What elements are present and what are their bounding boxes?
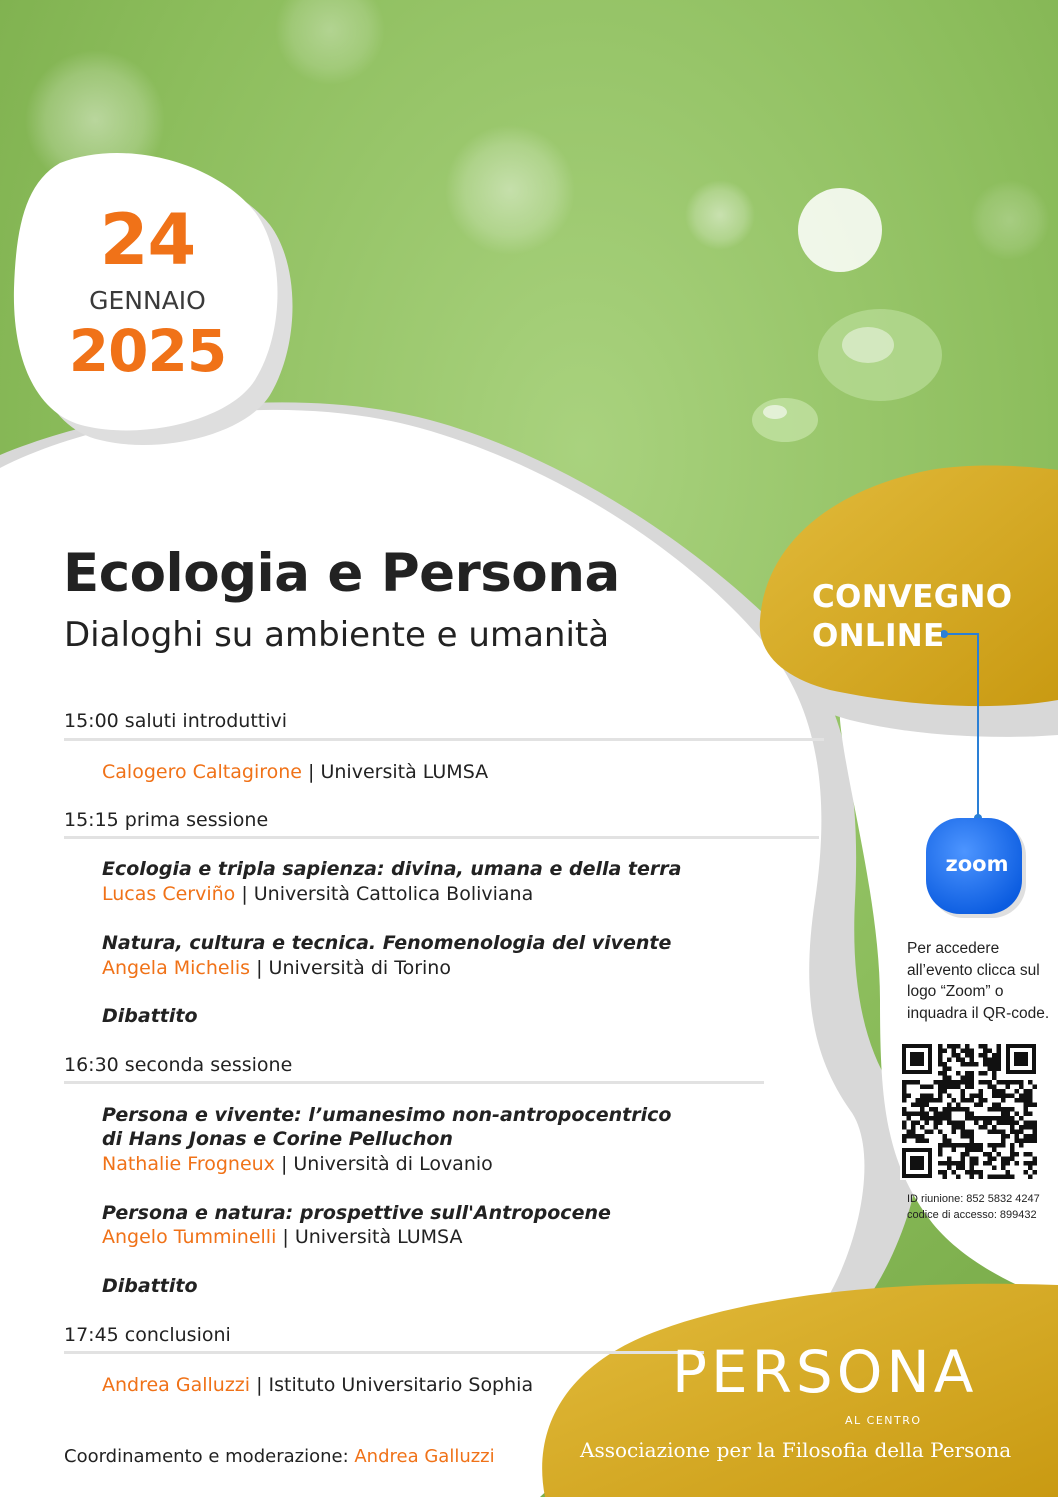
talk-title: Ecologia e tripla sapienza: divina, umana e della terra: [102, 858, 682, 880]
date-day: 24: [99, 199, 196, 281]
speaker-name: Calogero Caltagirone: [102, 761, 302, 783]
speaker-row: [102, 1152, 493, 1176]
date-month: GENNAIO: [89, 286, 206, 315]
zoom-button[interactable]: zoom: [945, 852, 1009, 876]
online-event-label: [812, 578, 1012, 656]
persona-logo: PERSONA: [672, 1338, 978, 1406]
speaker-row: [102, 882, 533, 906]
speaker-row: [102, 1225, 462, 1249]
speaker-name: Angelo Tumminelli: [102, 1226, 277, 1248]
speaker-row: [102, 956, 451, 980]
debate-label: Dibattito: [102, 1275, 198, 1297]
talk-title: Persona e natura: prospettive sull'Antropocene: [102, 1202, 611, 1224]
coordination-name: Andrea Galluzzi: [354, 1446, 495, 1467]
bokeh-light: [798, 188, 882, 272]
access-code: codice di accesso: 899432: [907, 1208, 1037, 1221]
page-title: Ecologia e Persona: [63, 543, 620, 604]
speaker-affiliation: | Università Cattolica Boliviana: [235, 883, 534, 905]
persona-logo-sub: AL CENTRO: [845, 1414, 922, 1427]
session-time-opening: 15:00 saluti introduttivi: [64, 710, 288, 732]
debate-label: Dibattito: [102, 1005, 198, 1027]
online-line-2: ONLINE: [812, 618, 945, 654]
speaker-name: Andrea Galluzzi: [102, 1374, 251, 1396]
date-year: 2025: [68, 317, 227, 385]
session-time-second: 16:30 seconda sessione: [64, 1054, 293, 1076]
water-drop: [752, 398, 818, 442]
speaker-affiliation: | Università di Lovanio: [274, 1153, 493, 1175]
association-name: Associazione per la Filosofia della Persona: [580, 1438, 1012, 1462]
bokeh-light: [445, 125, 575, 255]
talk-title: Persona e vivente: l’umanesimo non-antropocentrico: [102, 1104, 672, 1126]
divider: [64, 1081, 764, 1084]
divider: [64, 738, 824, 741]
talk-title: di Hans Jonas e Corine Pelluchon: [102, 1128, 453, 1150]
bokeh-light: [970, 180, 1050, 260]
session-time-first: 15:15 prima sessione: [64, 809, 269, 831]
speaker-affiliation: | Università di Torino: [250, 957, 451, 979]
meeting-id: ID riunione: 852 5832 4247: [907, 1193, 1040, 1205]
speaker-affiliation: | Università LUMSA: [302, 761, 489, 783]
speaker-name: Lucas Cerviño: [102, 883, 236, 905]
coordination-line: [64, 1445, 495, 1469]
talk-title: Natura, cultura e tecnica. Fenomenologia del vivente: [102, 932, 672, 954]
speaker-row: [102, 760, 488, 784]
speaker-row: [102, 1373, 533, 1397]
water-drop-highlight: [763, 405, 787, 419]
session-time-closing: 17:45 conclusioni: [64, 1324, 231, 1346]
divider: [64, 836, 819, 839]
coordination-label: Coordinamento e moderazione:: [64, 1446, 355, 1467]
bokeh-light: [685, 180, 755, 250]
water-drop-highlight: [842, 327, 894, 363]
speaker-name: Nathalie Frogneux: [102, 1153, 275, 1175]
zoom-instructions: Per accedere all’evento clicca sul logo “Zoom” o inquadra il QR-code.: [907, 940, 1050, 1022]
speaker-affiliation: | Istituto Universitario Sophia: [250, 1374, 534, 1396]
qr-code: [900, 1042, 1038, 1180]
speaker-name: Angela Michelis: [102, 957, 251, 979]
page-subtitle: Dialoghi su ambiente e umanità: [64, 615, 610, 655]
speaker-affiliation: | Università LUMSA: [276, 1226, 463, 1248]
divider: [64, 1351, 704, 1354]
meeting-info: [907, 1192, 1055, 1223]
online-line-1: CONVEGNO: [812, 579, 1013, 615]
